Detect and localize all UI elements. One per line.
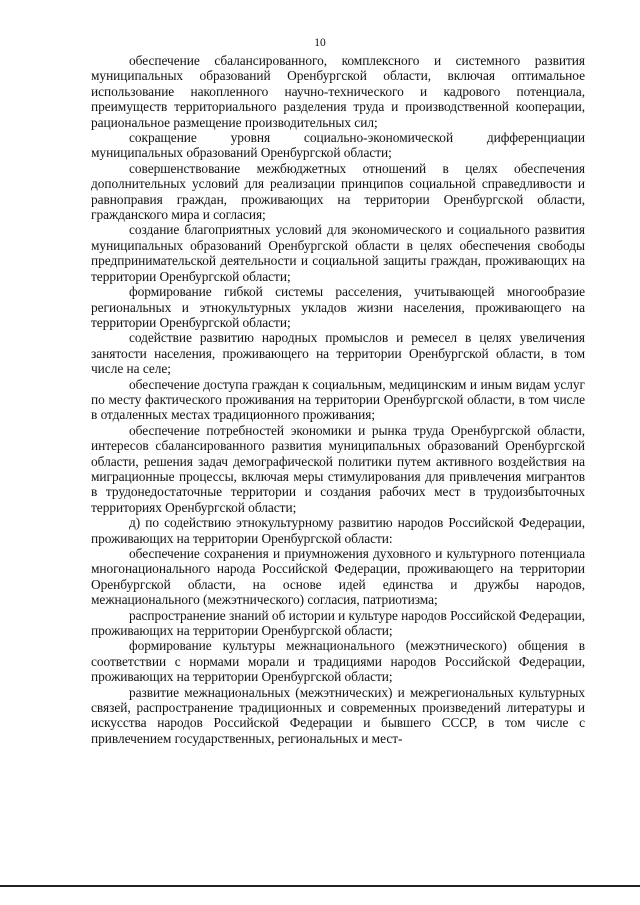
paragraph: обеспечение потребностей экономики и рынка труда Оренбургской области, интересов сбалансированного развития муниципальных образований Оренбургской области, решения задач демографической политики путем активного воздействия на миграционные процессы, включая меры стимулирования для привлечения мигрантов в трудонедостаточные территории и создания рабочих мест в трудоизбыточных территориях Оренбургской области; [91,422,585,515]
paragraph: создание благоприятных условий для экономического и социального развития муниципальных образований Оренбургской области в целях обеспечения свободы предпринимательской деятельности и социальной защиты граждан, проживающих на территории Оренбургской области; [91,222,585,284]
paragraph: развитие межнациональных (межэтнических) и межрегиональных культурных связей, распространение традиционных и современных произведений литературы и искусства народов Российской Федерации и бывшего СССР, в том числе с привлечением государственных, региональных и мест- [91,684,585,746]
paragraph: обеспечение сохранения и приумножения духовного и культурного потенциала многонационального народа Российской Федерации, проживающего на территории Оренбургской области, на основе идей единства и дружбы народов, межнационального (межэтнического) согласия, патриотизма; [91,546,585,608]
document-body [91,53,585,746]
page-number: 10 [314,37,326,49]
paragraph: распространение знаний об истории и культуре народов Российской Федерации, проживающих на территории Оренбургской области; [91,607,585,639]
paragraph: совершенствование межбюджетных отношений в целях обеспечения дополнительных условий для реализации принципов социальной справедливости и равноправия граждан, проживающих на территории Оренбургской области, гражданского мира и согласия; [91,160,585,223]
section-heading-d: д) по содействию этнокультурному развитию народов Российской Федерации, проживающих на территории Оренбургской области: [91,515,585,546]
paragraph: обеспечение сбалансированного, комплексного и системного развития муниципальных образований Оренбургской области, включая оптимальное использование накопленного научно-технического и кадрового потенциала, преимуществ территориального разделения труда и производственной кооперации, рациональное размещение производительных сил; [91,53,585,130]
paragraph: формирование культуры межнационального (межэтнического) общения в соответствии с нормами морали и традициями народов Российской Федерации, проживающих на территории Оренбургской области; [91,638,585,685]
paragraph: содействие развитию народных промыслов и ремесел в целях увеличения занятости населения, проживающего на территории Оренбургской области, в том числе на селе; [91,330,585,377]
paragraph: обеспечение доступа граждан к социальным, медицинским и иным видам услуг по месту фактического проживания на территории Оренбургской области, в том числе в отдаленных местах традиционного проживания; [91,376,585,423]
paragraph: сокращение уровня социально-экономической дифференциации муниципальных образований Оренбургской области; [91,130,585,161]
paragraph: формирование гибкой системы расселения, учитывающей многообразие региональных и этнокультурных укладов жизни населения, проживающего на территории Оренбургской области; [91,284,585,330]
bottom-rule [0,885,640,887]
